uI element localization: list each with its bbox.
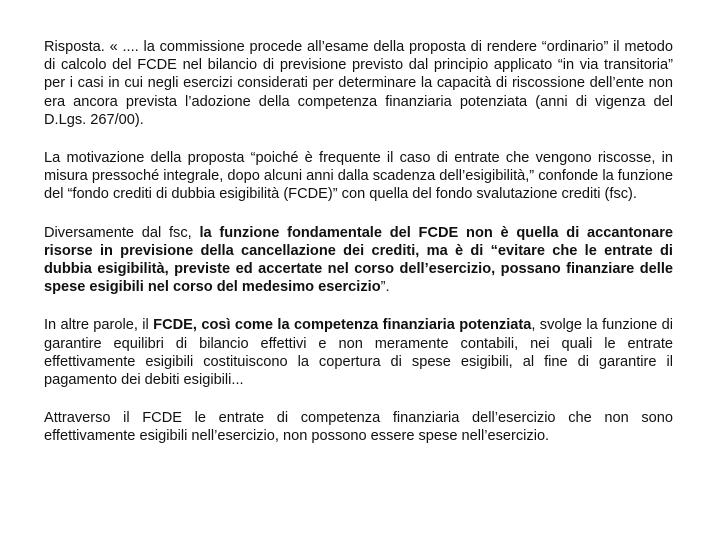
paragraph-attraverso (44, 409, 673, 445)
paragraph-diversamente (44, 224, 673, 297)
paragraph-text: Attraverso il FCDE le entrate di competenza finanziaria dell’esercizio che non sono effettivamente esigibili nell’esercizio, non possono essere spese nell’esercizio. (44, 410, 673, 445)
paragraph-text-bold: FCDE, così come la competenza finanziaria potenziata (153, 317, 532, 334)
paragraph-text: La motivazione della proposta “poiché è frequente il caso di entrate che vengono riscosse, in misura pressoché integrale, dopo alcuni anni dalla scadenza dell’esigibilità,” confonde la funzione del “fondo crediti di dubbia esigibilità (FCDE)” con quella del fondo svalutazione crediti (fsc). (44, 150, 673, 203)
paragraph-motivazione (44, 149, 673, 204)
paragraph-risposta (44, 38, 673, 129)
paragraph-text-bold: la funzione fondamentale del FCDE non è quella di accantonare risorse in previsione della cancellazione dei crediti, ma è di “evitare che le entrate di dubbia esigibilità, previste ed accertate nel corso dell’esercizio, possano finanziare delle spese esigibili nel corso del medesimo esercizio (44, 224, 673, 296)
paragraph-altre-parole (44, 316, 673, 389)
paragraph-text: ”. (380, 279, 390, 296)
paragraph-text: Risposta. « .... la commissione procede all’esame della proposta di rendere “ordinario” il metodo di calcolo del FCDE nel bilancio di previsione previsto dal principio applicato “in via transitoria” per i casi in cui negli esercizi considerati per determinare la capacità di riscossione dell’ente non era ancora prevista l’adozione della competenza finanziaria potenziata (anni di vigenza del D.Lgs. 267/00). (44, 39, 673, 128)
document-body (44, 38, 673, 466)
paragraph-text: , svolge la funzione di garantire equilibri di bilancio effettivi e non meramente contabili, nei quali le entrate effettivamente esigibili costituiscono la copertura di spese esigibili, al fine di garantire il pagamento dei debiti esigibili... (44, 317, 673, 389)
paragraph-text: In altre parole, il (44, 317, 154, 334)
paragraph-text: Diversamente dal fsc, (44, 224, 200, 241)
